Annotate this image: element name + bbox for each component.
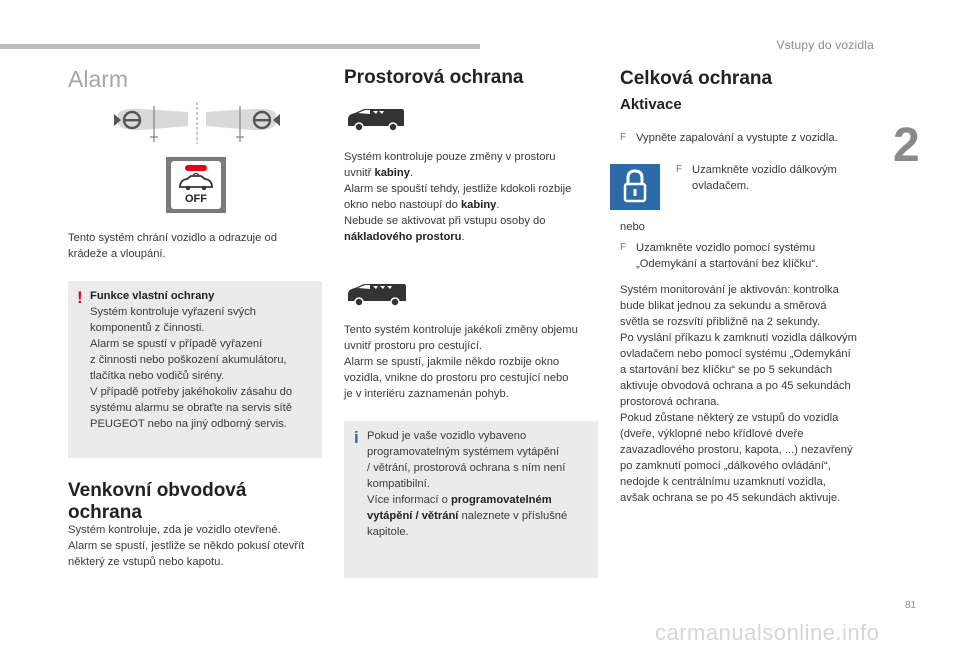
text-run: naleznete v příslušné [458, 510, 568, 522]
note-line: tlačítka nebo vodičů sirény. [90, 370, 225, 382]
text-line: Systém monitorování je aktivován: kontrolka [620, 284, 839, 296]
text-run-bold: vytápění / větrání [367, 510, 459, 522]
text-line: Uzamkněte vozidlo dálkovým [692, 164, 837, 176]
activation-subtitle: Aktivace [620, 96, 682, 113]
text-line: avšak ochrana se po 45 sekundách aktivuje. [620, 492, 841, 504]
note-line: kompatibilní. [367, 478, 430, 490]
note-title: Funkce vlastní ochrany [90, 290, 215, 302]
note-line: Systém kontroluje vyřazení svých [90, 306, 257, 318]
alarm-intro: Tento systém chrání vozidlo a odrazuje od krádeže a vloupání. [68, 232, 277, 260]
bullet-ignition-off [620, 130, 880, 146]
text-line [344, 197, 594, 213]
text-line: je v interiéru zaznamenán pohyb. [344, 388, 509, 400]
alarm-sensors-illustration [112, 100, 282, 146]
text-line: (dveře, výklopné nebo křídlové dveře [620, 428, 804, 440]
text-line: nedojde k centrálnímu uzamknutí vozidla, [620, 476, 826, 488]
text-run: . [409, 167, 414, 179]
bullet-text: Vypněte zapalování a vystupte z vozidla. [636, 132, 838, 144]
text-line: uvnitř prostoru pro cestující. [344, 340, 483, 352]
watermark: carmanualsonline.info [655, 620, 880, 645]
alarm-led-icon [185, 165, 207, 171]
off-label: OFF [185, 193, 207, 205]
bullet-icon: F [676, 164, 683, 175]
chapter-title: Vstupy do vozidla [776, 38, 874, 52]
text-line: světla se rozsvítí přibližně na 2 sekundy. [620, 316, 821, 328]
text-line: Tento systém kontroluje jakékoli změny objemu [344, 324, 578, 336]
alarm-title: Alarm [68, 66, 129, 92]
title-line: ochrana [68, 502, 142, 523]
text-line: Alarm se spustí, jakmile někdo rozbije okno [344, 356, 560, 368]
text-run: Více informací o [367, 494, 451, 506]
text-line: aktivuje obvodová ochrana a po 45 sekundách [620, 380, 851, 392]
van-cabin-icon [346, 107, 406, 138]
van-passenger-icon [346, 282, 408, 313]
info-icon: i [354, 428, 359, 447]
alarm-off-button-face [171, 161, 221, 209]
text-run: . [461, 231, 465, 243]
text-line: Nebude se aktivovat při vstupu osoby do [344, 215, 546, 227]
volumetric-text-2 [344, 322, 599, 402]
alarm-off-button[interactable] [166, 157, 226, 213]
exterior-protection-title [68, 480, 318, 524]
note-line: komponentů z činnosti. [90, 322, 205, 334]
total-protection-title: Celková ochrana [620, 68, 773, 89]
note-line [367, 508, 595, 524]
text-line [344, 165, 594, 181]
text-line: bude blikat jednou za sekundu a směrová [620, 300, 827, 312]
text-line: některý ze vstupů nebo kapotu. [68, 556, 224, 568]
bullet-icon: F [620, 132, 627, 143]
page-number: 81 [905, 600, 917, 611]
text-line: ovladačem nebo pomocí systému „Odemykání [620, 348, 851, 360]
bullet-text [676, 162, 876, 194]
note-body [90, 288, 320, 432]
note-line: kapitole. [367, 526, 409, 538]
self-protection-note [68, 281, 322, 458]
bullet-icon: F [620, 242, 627, 253]
text-line: a startování bez klíčku“ se po 5 sekundách [620, 364, 833, 376]
note-line: PEUGEOT nebo na jiný odborný servis. [90, 418, 287, 430]
text-run-bold: kabiny [460, 199, 497, 211]
note-line: z činnosti nebo poškození akumulátoru, [90, 354, 287, 366]
note-line: V případě potřeby jakéhokoliv zásahu do [90, 386, 293, 398]
note-line: systému alarmu se obraťte na servis sítě [90, 402, 292, 414]
note-line [367, 492, 595, 508]
text-line: „Odemykání a startování bez klíčku“. [636, 258, 819, 270]
heating-info-note [344, 421, 598, 578]
text-line: Alarm se spouští tehdy, jestliže kdokoli rozbije [344, 183, 572, 195]
text-run: okno nebo nastoupí do [344, 199, 461, 211]
text-run-bold: kabiny [374, 167, 410, 179]
text-line: vozidla, vnikne do prostoru pro cestující nebo [344, 372, 569, 384]
bullet-text [620, 240, 880, 272]
note-line: Alarm se spustí v případě vyřazení [90, 338, 263, 350]
bullet-lock-remote [676, 162, 876, 194]
text-line: Pokud zůstane některý ze vstupů do vozidla [620, 412, 839, 424]
note-line: / větrání, prostorová ochrana s ním není [367, 462, 566, 474]
text-run: . [496, 199, 500, 211]
text-line: zavazadlového prostoru, kapota, ...) nezavřený [620, 444, 853, 456]
note-body [367, 428, 595, 540]
text-run-bold: nákladového prostoru [344, 231, 462, 243]
text-line: Systém kontroluje, zda je vozidlo otevřené. [68, 524, 281, 536]
text-line: ovladačem. [692, 180, 750, 192]
lock-button[interactable] [610, 164, 660, 210]
volumetric-protection-title: Prostorová ochrana [344, 67, 524, 88]
text-line: Po vyslání příkazu k zamknutí vozidla dálkovým [620, 332, 857, 344]
note-line: programovatelným systémem vytápění [367, 446, 560, 458]
chapter-number: 2 [893, 119, 920, 172]
text-line: Alarm se spustí, jestliže se někdo pokusí otevřít [68, 540, 305, 552]
exterior-protection-text [68, 522, 338, 570]
text-line: Systém kontroluje pouze změny v prostoru [344, 151, 556, 163]
or-label: nebo [620, 221, 645, 233]
volumetric-text-1 [344, 149, 594, 245]
header-rule [0, 44, 480, 49]
text-line [344, 229, 594, 245]
monitoring-text [620, 282, 882, 506]
bullet-lock-keyless [620, 240, 880, 272]
text-run-bold: programovatelném [450, 494, 552, 506]
text-line: po zamknutí pomocí „dálkového ovládání“, [620, 460, 831, 472]
warning-icon: ! [77, 288, 83, 307]
text-line: prostorová ochrana. [620, 396, 720, 408]
note-line: Pokud je vaše vozidlo vybaveno [367, 430, 527, 442]
title-line: Venkovní obvodová [68, 480, 247, 501]
lock-icon [610, 164, 660, 210]
text-run: uvnitř [344, 167, 375, 179]
text-line: Uzamkněte vozidlo pomocí systému [636, 242, 816, 254]
